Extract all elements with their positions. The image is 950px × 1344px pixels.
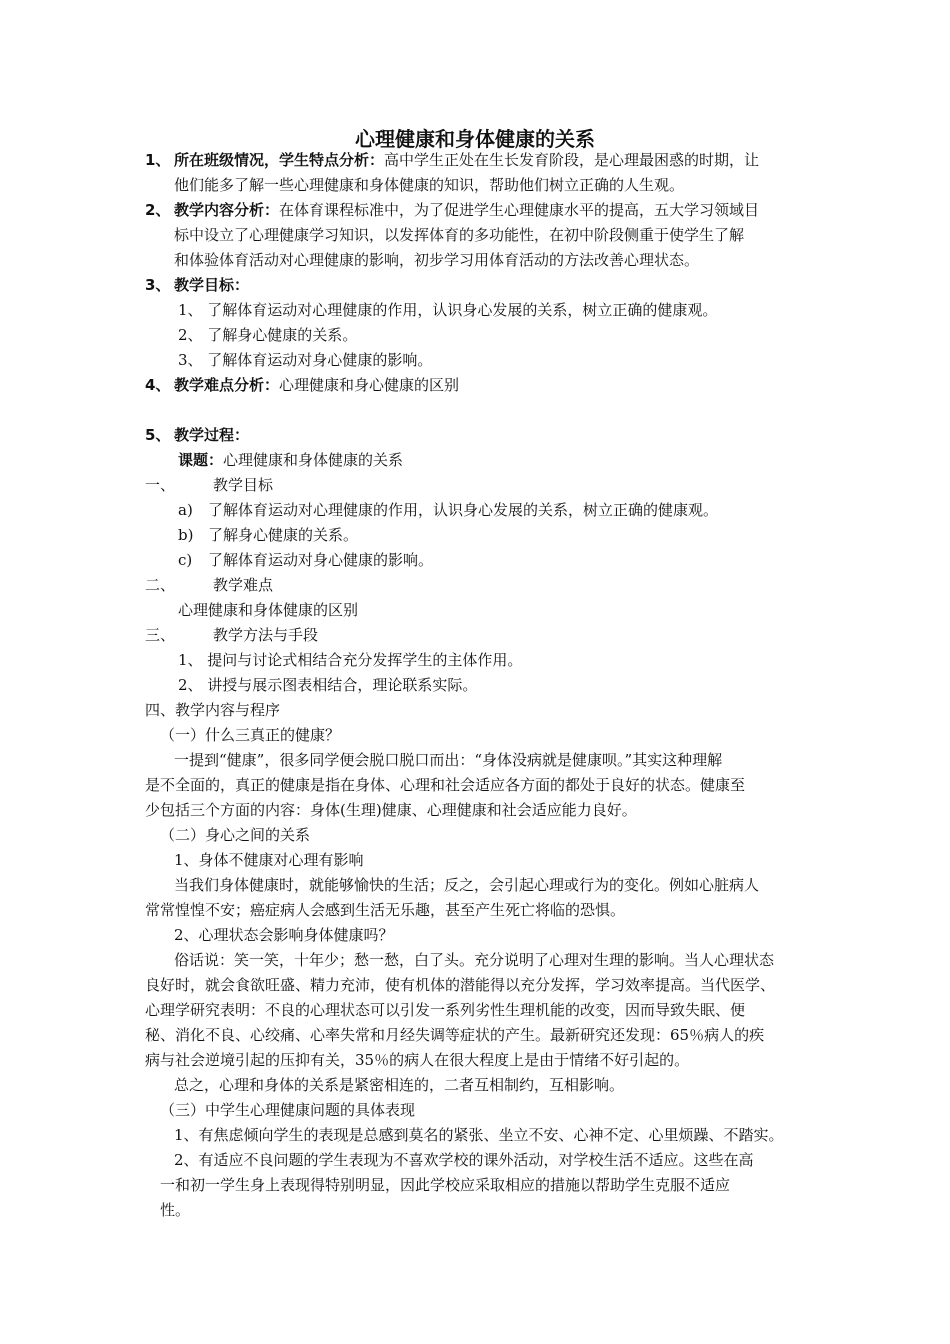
section-number: 2、: [145, 201, 171, 219]
section-heading: 所在班级情况，学生特点分析：: [174, 151, 385, 169]
subsection-item: 2、心理状态会影响身体健康吗？: [174, 926, 394, 944]
section-5-heading: [145, 423, 249, 448]
part-heading: 教学难点: [213, 576, 274, 594]
paragraph-line: 2、有适应不良问题的学生表现为不喜欢学校的课外活动，对学校生活不适应。这些在高: [174, 1151, 754, 1169]
goal-item: 3、 了解体育运动对身心健康的影响。: [178, 351, 433, 369]
paragraph-line: 良好时，就会食欲旺盛、精力充沛，使有机体的潜能得以充分发挥，学习效率提高。当代医学、: [145, 976, 776, 994]
list-item: [178, 523, 358, 548]
section-number: 1、: [145, 151, 171, 169]
paragraph-text: 高中学生正处在生长发育阶段，是心理最困惑的时期，让: [384, 151, 760, 169]
paragraph-line: 性。: [160, 1201, 191, 1219]
part-3-heading: [145, 623, 318, 648]
list-item: 2、 讲授与展示图表相结合，理论联系实际。: [178, 676, 478, 694]
paragraph-line: 少包括三个方面的内容：身体(生理)健康、心理健康和社会适应能力良好。: [145, 801, 637, 819]
part-4-heading: 四、教学内容与程序: [145, 701, 281, 719]
part-2-heading: [145, 573, 273, 598]
topic-line: [178, 448, 403, 473]
paragraph-line: 总之，心理和身体的关系是紧密相连的，二者互相制约，互相影响。: [174, 1076, 625, 1094]
section-1-line-2: 他们能多了解一些心理健康和身体健康的知识，帮助他们树立正确的人生观。: [174, 176, 685, 194]
paragraph-line: 1、有焦虑倾向学生的表现是总感到莫名的紧张、坐立不安、心神不定、心里烦躁、不踏实。: [174, 1126, 784, 1144]
part-heading: 教学方法与手段: [213, 626, 319, 644]
part-number: 三、: [145, 626, 176, 644]
paragraph-line: 心理学研究表明：不良的心理状态可以引发一系列劣性生理机能的改变，因而导致失眠、便: [145, 1001, 746, 1019]
subsection-heading: （一）什么三真正的健康？: [160, 726, 341, 744]
paragraph-line: 是不全面的，真正的健康是指在身体、心理和社会适应各方面的都处于良好的状态。健康至: [145, 776, 746, 794]
section-3-heading: [145, 273, 249, 298]
list-text: 了解体育运动对身心健康的影响。: [208, 551, 434, 569]
goal-item: 1、 了解体育运动对心理健康的作用，认识身心发展的关系，树立正确的健康观。: [178, 301, 718, 319]
subsection-heading: （二）身心之间的关系: [160, 826, 311, 844]
list-text: 了解身心健康的关系。: [208, 526, 359, 544]
section-heading: 教学内容分析：: [174, 201, 280, 219]
goal-item: 2、 了解身心健康的关系。: [178, 326, 358, 344]
list-marker: c): [178, 551, 193, 569]
section-number: 3、: [145, 276, 171, 294]
section-number: 4、: [145, 376, 171, 394]
paragraph-line: 秘、消化不良、心绞痛、心率失常和月经失调等症状的产生。最新研究还发现：65％病人的疾: [145, 1026, 765, 1044]
section-1-line-1: [145, 148, 759, 173]
list-item: [178, 548, 433, 573]
section-heading: 教学难点分析：: [174, 376, 280, 394]
part-number: 一、: [145, 476, 176, 494]
part-heading: 教学目标: [213, 476, 274, 494]
paragraph-line: 病与社会逆境引起的压抑有关，35％的病人在很大程度上是由于情绪不好引起的。: [145, 1051, 690, 1069]
section-heading: 教学过程：: [174, 426, 250, 444]
page-title: 心理健康和身体健康的关系: [355, 127, 595, 151]
list-item: [178, 498, 718, 523]
subsection-heading: （三）中学生心理健康问题的具体表现: [160, 1101, 416, 1119]
section-2-line-2: 标中设立了心理健康学习知识，以发挥体育的多功能性，在初中阶段侧重于使学生了解: [174, 226, 745, 244]
list-item: 1、 提问与讨论式相结合充分发挥学生的主体作用。: [178, 651, 523, 669]
section-2-line-3: 和体验体育活动对心理健康的影响，初步学习用体育活动的方法改善心理状态。: [174, 251, 700, 269]
section-heading: 教学目标：: [174, 276, 250, 294]
section-2-line-1: [145, 198, 759, 223]
section-4-line: [145, 373, 459, 398]
part-number: 二、: [145, 576, 176, 594]
paragraph-line: 常常惶惶不安；癌症病人会感到生活无乐趣，甚至产生死亡将临的恐惧。: [145, 901, 626, 919]
topic-text: 心理健康和身体健康的关系: [223, 451, 404, 469]
paragraph-line: 一和初一学生身上表现得特别明显，因此学校应采取相应的措施以帮助学生克服不适应: [160, 1176, 731, 1194]
paragraph-line: 当我们身体健康时，就能够愉快的生活；反之，会引起心理或行为的变化。例如心脏病人: [174, 876, 760, 894]
list-marker: b): [178, 526, 194, 544]
paragraph-text: 心理健康和身体健康的区别: [178, 601, 359, 619]
paragraph-line: 一提到“健康”，很多同学便会脱口脱口而出：“身体没病就是健康呗。”其实这种理解: [174, 751, 723, 769]
section-number: 5、: [145, 426, 171, 444]
list-marker: a): [178, 501, 193, 519]
list-text: 了解体育运动对心理健康的作用，认识身心发展的关系，树立正确的健康观。: [208, 501, 719, 519]
paragraph-text: 心理健康和身心健康的区别: [279, 376, 460, 394]
topic-label: 课题：: [178, 451, 224, 469]
paragraph-line: 俗话说：笑一笑，十年少；愁一愁，白了头。充分说明了心理对生理的影响。当人心理状态: [174, 951, 775, 969]
subsection-item: 1、身体不健康对心理有影响: [174, 851, 364, 869]
part-1-heading: [145, 473, 273, 498]
paragraph-text: 在体育课程标准中，为了促进学生心理健康水平的提高，五大学习领域目: [279, 201, 760, 219]
